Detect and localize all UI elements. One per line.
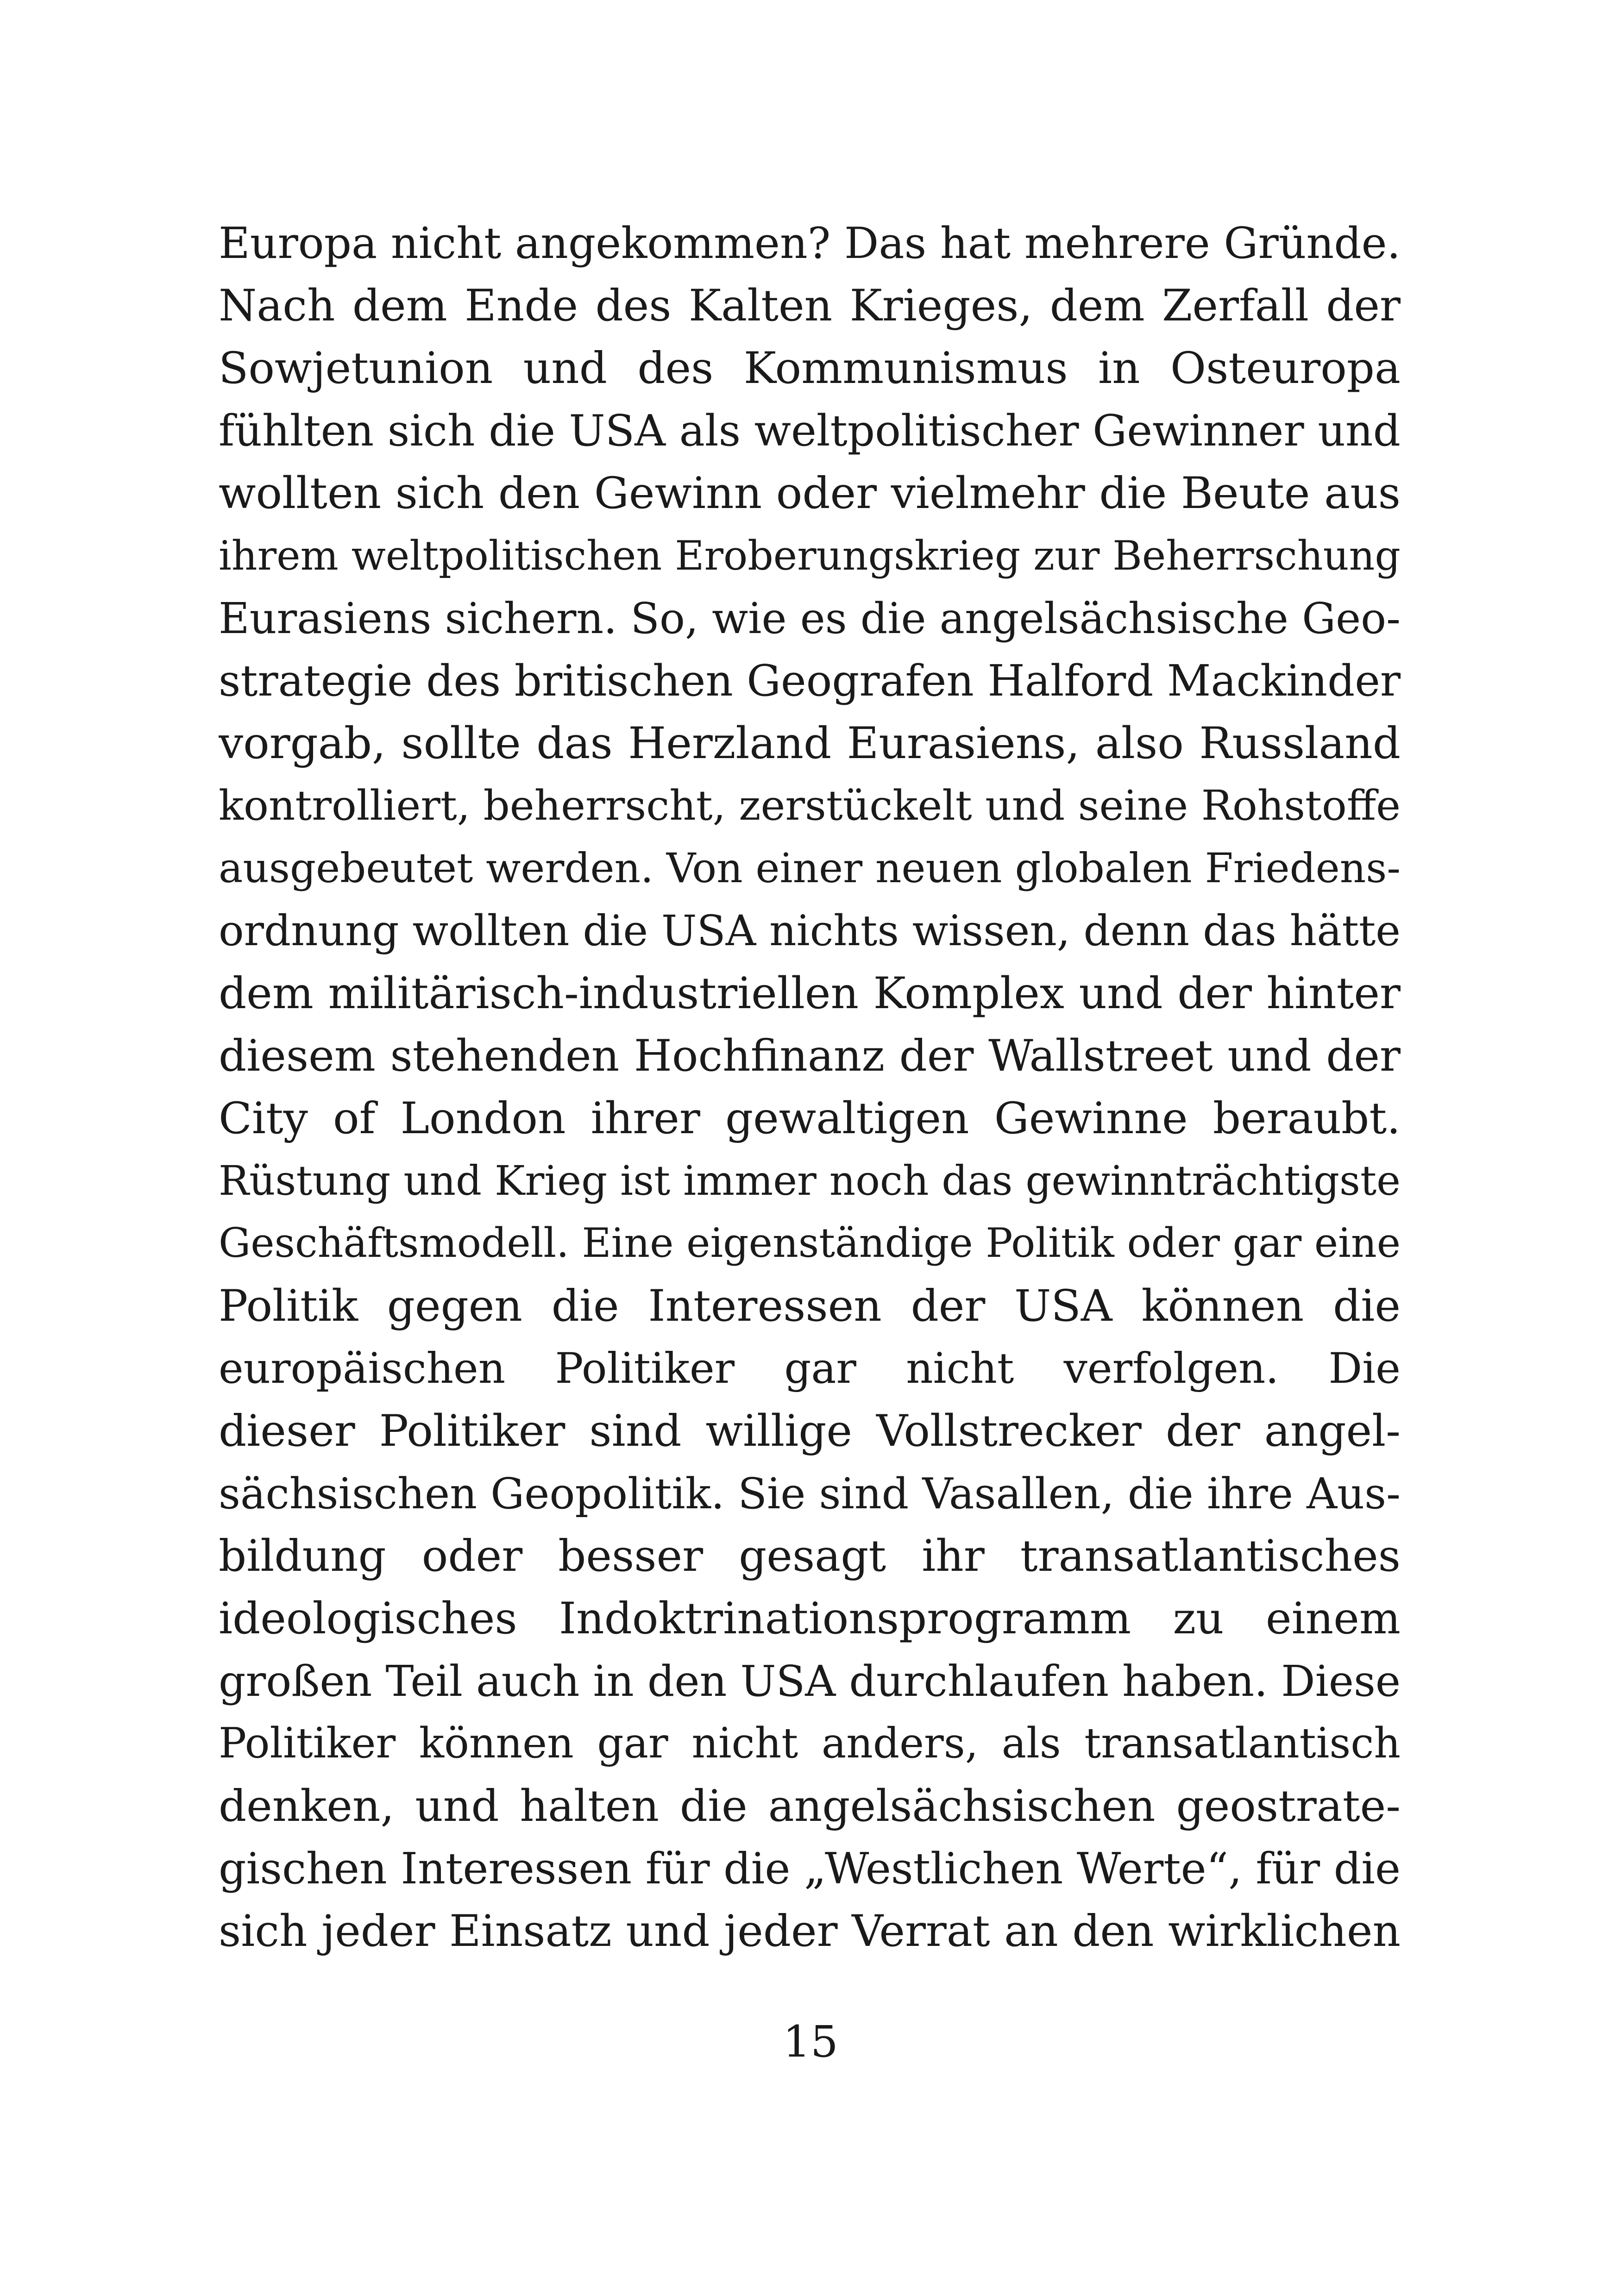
text-line: dem militärisch-industriellen Komplex und der hinter — [219, 968, 1401, 1019]
body-text — [219, 212, 1401, 1963]
text-line: City of London ihrer gewaltigen Gewinne beraubt. — [219, 1093, 1401, 1144]
text-line: vorgab, sollte das Herzland Eurasiens, also Russland — [219, 718, 1401, 769]
text-line: wollten sich den Gewinn oder vielmehr die Beute aus — [219, 468, 1401, 519]
text-line: Geschäftsmodell. Eine eigenständige Politik oder gar eine — [219, 1220, 1401, 1267]
text-line: großen Teil auch in den USA durchlaufen haben. Diese — [219, 1656, 1401, 1706]
text-line: sich jeder Einsatz und jeder Verrat an den wirklichen — [219, 1906, 1401, 1957]
text-line: Nach dem Ende des Kalten Krieges, dem Zerfall der — [219, 281, 1401, 331]
text-line: strategie des britischen Geografen Halford Mackinder — [219, 656, 1401, 706]
text-line: bildung oder besser gesagt ihr transatlantisches — [219, 1531, 1401, 1581]
text-line: Rüstung und Krieg ist immer noch das gewinnträchtigste — [219, 1157, 1401, 1204]
text-line: diesem stehenden Hochfinanz der Wallstreet und der — [219, 1031, 1401, 1081]
text-line: Europa nicht angekommen? Das hat mehrere Gründe. — [219, 218, 1401, 268]
text-line: Politik gegen die Interessen der USA können die — [219, 1281, 1401, 1331]
text-line: fühlten sich die USA als weltpolitischer Gewinner und — [219, 406, 1401, 456]
text-line: Eurasiens sichern. So, wie es die angelsächsische Geo- — [219, 594, 1401, 643]
page-number: 15 — [783, 2017, 838, 2067]
text-line: europäischen Politiker gar nicht verfolgen. Die — [219, 1344, 1401, 1393]
text-line: ausgebeutet werden. Von einer neuen globalen Friedens- — [219, 845, 1401, 892]
text-line: kontrolliert, beherrscht, zerstückelt und seine Rohstoffe — [219, 782, 1401, 830]
text-line: Politiker können gar nicht anders, als transatlantisch — [219, 1719, 1401, 1768]
text-line: sächsischen Geopolitik. Sie sind Vasallen, die ihre Aus- — [219, 1469, 1401, 1518]
text-line: ideologisches Indoktrinationsprogramm zu einem — [219, 1593, 1401, 1644]
text-line: Sowjetunion und des Kommunismus in Osteuropa — [219, 343, 1401, 394]
text-line: dieser Politiker sind willige Vollstrecker der angel- — [219, 1406, 1401, 1456]
text-line: ordnung wollten die USA nichts wissen, denn das hätte — [219, 907, 1401, 955]
text-line: gischen Interessen für die „Westlichen Werte“, für die — [219, 1844, 1401, 1894]
text-line: denken, und halten die angelsächsischen geostrate- — [219, 1781, 1401, 1832]
text-line: ihrem weltpolitischen Eroberungskrieg zur Beherrschung — [219, 533, 1401, 579]
